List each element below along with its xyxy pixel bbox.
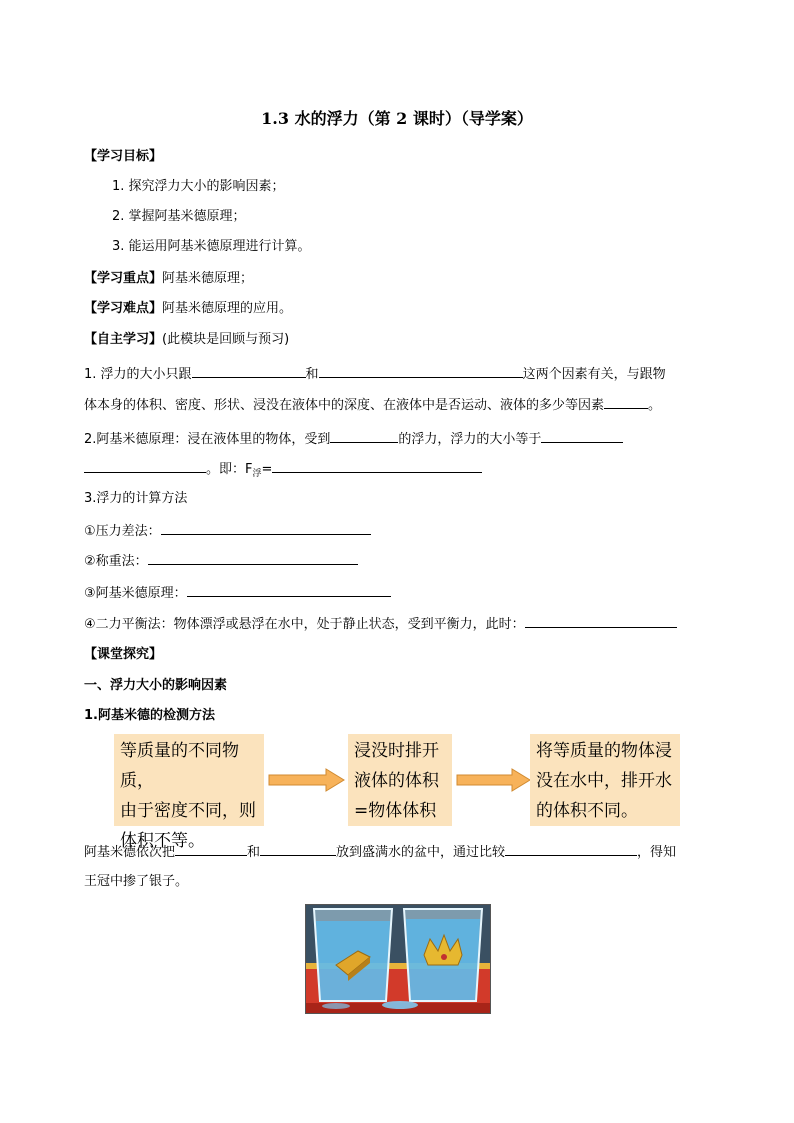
archimedes-experiment-image: [305, 904, 491, 1014]
flow-text: 没在水中，排开水: [536, 771, 672, 791]
answer-blank[interactable]: [192, 364, 306, 378]
q1-text: 体本身的体积、密度、形状、浸没在液体中的深度、在液体中是否运动、液体的多少等因素: [84, 398, 605, 413]
objective-item: 3. 能运用阿基米德原理进行计算。: [112, 239, 311, 254]
method-label: ①压力差法：: [84, 524, 161, 539]
question-1-line-1: [84, 364, 666, 384]
flow-text: 浸没时排开: [354, 741, 439, 761]
question-1-line-2: [84, 395, 661, 415]
question-4-line-1: [84, 842, 676, 862]
difficulty-label: 【学习难点】: [84, 301, 163, 316]
answer-blank[interactable]: [260, 842, 336, 856]
answer-blank[interactable]: [525, 614, 677, 628]
q2-text: 的浮力，浮力的大小等于: [398, 432, 542, 447]
answer-blank[interactable]: [84, 459, 206, 473]
right-arrow-icon: [456, 768, 532, 792]
q4-text: 和: [247, 845, 261, 860]
calc-methods-heading: 3.浮力的计算方法: [84, 491, 188, 506]
answer-blank[interactable]: [161, 521, 371, 535]
answer-blank[interactable]: [175, 842, 247, 856]
flow-box-1: [114, 734, 264, 851]
method-label: ③阿基米德原理：: [84, 586, 187, 601]
page-title: 1.3 水的浮力（第 2 课时）（导学案）: [261, 109, 533, 128]
difficulty-text: 阿基米德原理的应用。: [162, 301, 293, 316]
answer-blank[interactable]: [319, 364, 523, 378]
flow-text: =物体体积: [354, 801, 437, 821]
q2-text: 。即：F: [206, 462, 253, 477]
q1-text: 1. 浮力的大小只跟: [84, 367, 192, 382]
q1-text: 和: [305, 367, 319, 382]
subsection-1-heading: 1.阿基米德的检测方法: [84, 708, 215, 723]
answer-blank[interactable]: [148, 551, 358, 565]
question-4-line-2: 王冠中掺了银子。: [84, 874, 189, 889]
q1-text: 。: [648, 398, 662, 413]
q4-text: 放到盛满水的盆中，通过比较: [336, 845, 506, 860]
method-equilibrium: [84, 614, 677, 634]
classroom-heading: 【课堂探究】: [84, 647, 163, 662]
method-pressure-difference: [84, 521, 371, 541]
flow-text: 由于密度不同，则: [120, 801, 256, 821]
answer-blank[interactable]: [272, 459, 482, 473]
self-study-note: (此模块是回顾与预习): [162, 332, 290, 347]
question-2-line-1: [84, 429, 623, 449]
method-weighing: [84, 551, 358, 571]
flow-text: 液体的体积: [354, 771, 439, 791]
key-point: [84, 270, 253, 288]
question-2-line-2: [84, 459, 482, 483]
right-arrow-icon: [268, 768, 346, 792]
self-study-label: 【自主学习】: [84, 332, 163, 347]
q2-text: 2.阿基米德原理：浸在液体里的物体，受到: [84, 432, 331, 447]
q1-text: 这两个因素有关，与跟物: [522, 367, 666, 382]
answer-blank[interactable]: [541, 429, 623, 443]
buoyancy-subscript: 浮: [252, 469, 262, 479]
objective-item: 2. 掌握阿基米德原理；: [112, 209, 246, 224]
answer-blank[interactable]: [505, 842, 637, 856]
key-point-text: 阿基米德原理；: [162, 271, 254, 286]
q4-text: 阿基米德依次把: [84, 845, 176, 860]
flow-box-3: [530, 734, 680, 826]
flow-text: 将等质量的物体浸: [536, 741, 672, 761]
flow-text: 等质量的不同物质，: [120, 741, 239, 791]
key-point-label: 【学习重点】: [84, 271, 163, 286]
section-1-heading: 一、浮力大小的影响因素: [84, 678, 228, 693]
flow-box-2: [348, 734, 452, 826]
q2-text: =: [261, 462, 273, 477]
objectives-heading: 【学习目标】: [84, 149, 163, 164]
method-label: ④二力平衡法：物体漂浮或悬浮在水中，处于静止状态，受到平衡力，此时：: [84, 617, 525, 632]
method-label: ②称重法：: [84, 554, 148, 569]
q4-text: ，得知: [637, 845, 677, 860]
difficulty: [84, 300, 292, 318]
self-study: [84, 331, 289, 349]
answer-blank[interactable]: [604, 395, 648, 409]
objective-item: 1. 探究浮力大小的影响因素；: [112, 179, 285, 194]
flow-text: 体积不等。: [120, 831, 205, 851]
flow-text: 的体积不同。: [536, 801, 638, 821]
method-archimedes: [84, 583, 391, 603]
answer-blank[interactable]: [330, 429, 398, 443]
answer-blank[interactable]: [187, 583, 391, 597]
